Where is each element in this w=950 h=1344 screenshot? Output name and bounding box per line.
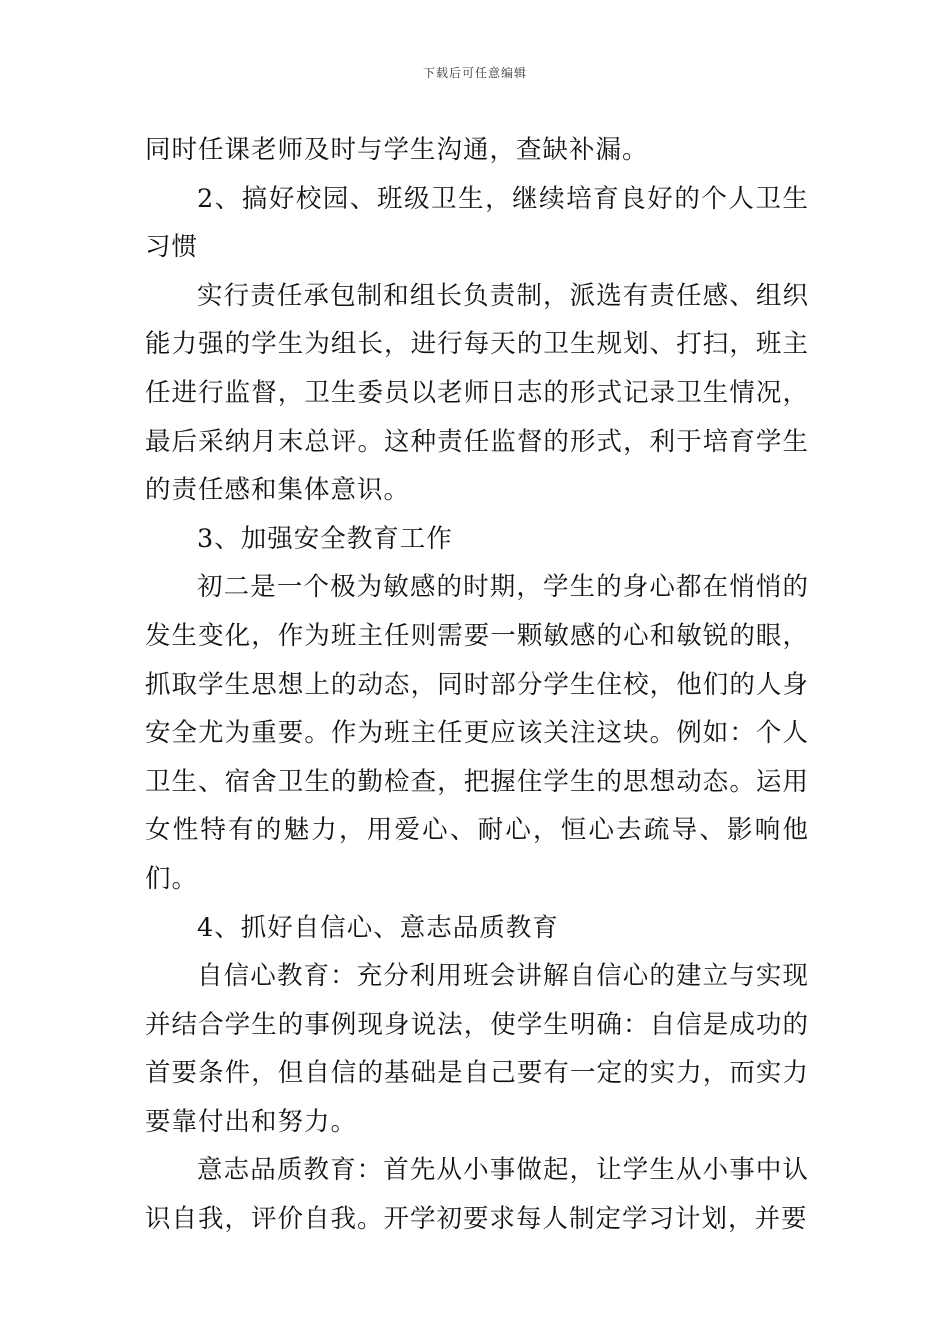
paragraph-8: 意志品质教育：首先从小事做起，让学生从小事中认识自我，评价自我。开学初要求每人制定学习计划，并要 <box>145 1155 809 1235</box>
paragraph-4-heading: 3、加强安全教育工作 <box>197 523 453 554</box>
paragraph-2-heading: 2、搞好校园、班级卫生，继续培育良好的个人卫生习惯 <box>145 183 809 263</box>
paragraph-1: 同时任课老师及时与学生沟通，查缺补漏。 <box>145 135 649 165</box>
paragraph-6-heading: 4、抓好自信心、意志品质教育 <box>197 912 559 943</box>
page-header-note: 下载后可任意编辑 <box>422 66 527 80</box>
document-body <box>145 126 809 1244</box>
paragraph-3: 实行责任承包制和组长负责制，派选有责任感、组织能力强的学生为组长，进行每天的卫生规划、打扫，班主任进行监督，卫生委员以老师日志的形式记录卫生情况，最后采纳月末总评。这种责任监督的形式，利于培育学生的责任感和集体意识。 <box>145 280 809 506</box>
paragraph-7: 自信心教育：充分利用班会讲解自信心的建立与实现并结合学生的事例现身说法，使学生明确：自信是成功的首要条件，但自信的基础是自己要有一定的实力，而实力要靠付出和努力。 <box>145 961 809 1137</box>
paragraph-5: 初二是一个极为敏感的时期，学生的身心都在悄悄的发生变化，作为班主任则需要一颗敏感的心和敏锐的眼，抓取学生思想上的动态，同时部分学生住校，他们的人身安全尤为重要。作为班主任更应该关注这块。例如：个人卫生、宿舍卫生的勤检查，把握住学生的思想动态。运用女性特有的魅力，用爱心、耐心，恒心去疏导、影响他们。 <box>145 572 809 894</box>
